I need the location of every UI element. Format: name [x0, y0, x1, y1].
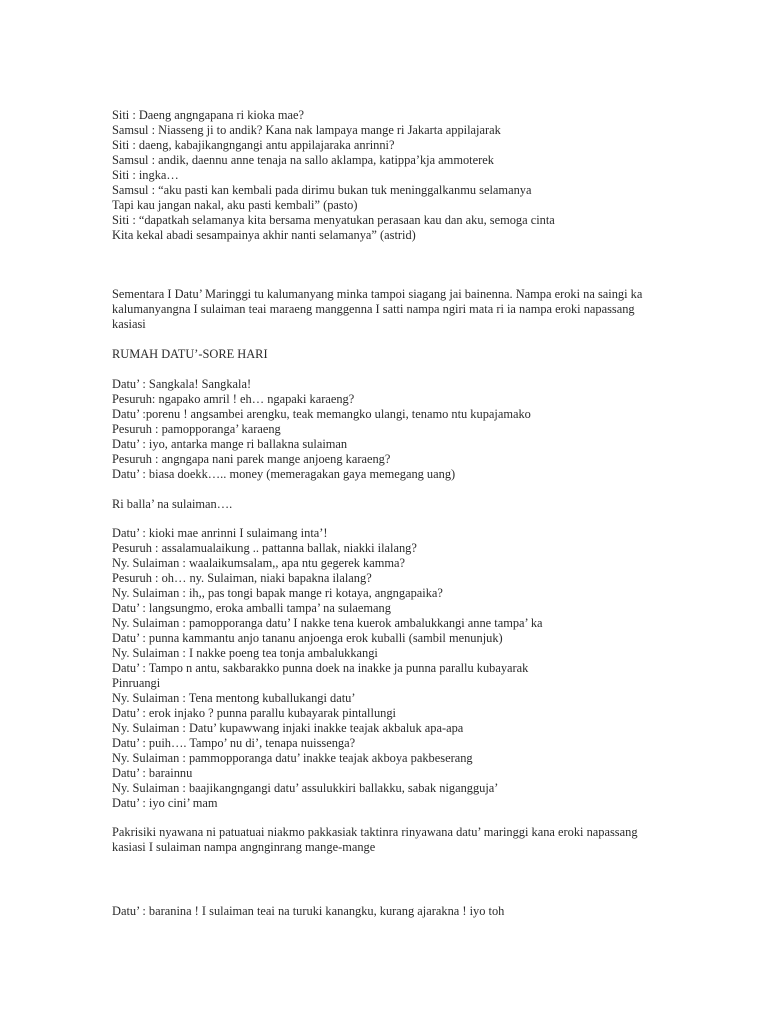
- text-line: Pesuruh: ngapako amril ! eh… ngapaki karaeng?: [112, 392, 355, 406]
- text-line: Pinruangi: [112, 676, 161, 690]
- scene-heading: [112, 347, 672, 362]
- text-line: Siti : “dapatkah selamanya kita bersama menyatukan perasaan kau dan aku, semoga cinta: [112, 213, 555, 227]
- text-line: Siti : daeng, kabajikangngangi antu appilajaraka anrinni?: [112, 138, 395, 152]
- text-line: Pesuruh : angngapa nani parek mange anjoeng karaeng?: [112, 452, 391, 466]
- text-line: Pesuruh : pamopporanga’ karaeng: [112, 422, 281, 436]
- text-line: Datu’ : iyo, antarka mange ri ballakna sulaiman: [112, 437, 348, 451]
- text-line: Datu’ : barainnu: [112, 766, 193, 780]
- text-line: Pesuruh : assalamualaikung .. pattanna ballak, niakki ilalang?: [112, 541, 417, 555]
- dialog-section-sulaiman-house: [112, 526, 672, 811]
- text-line: Ny. Sulaiman : pamopporanga datu’ I nakke tena kuerok ambalukkangi anne tampa’ ka: [112, 616, 543, 630]
- text-line: Siti : ingka…: [112, 168, 179, 182]
- text-line: Datu’ : kioki mae anrinni I sulaimang inta’!: [112, 526, 328, 540]
- text-line: Pesuruh : oh… ny. Sulaiman, niaki bapakna ilalang?: [112, 571, 372, 585]
- narration-paragraph-2: [112, 825, 672, 855]
- text-line: Datu’ : punna kammantu anjo tananu anjoenga erok kuballi (sambil menunjuk): [112, 631, 503, 645]
- text-line: Datu’ : baranina ! I sulaiman teai na turuki kanangku, kurang ajarakna ! iyo toh: [112, 904, 505, 918]
- text-line: Samsul : “aku pasti kan kembali pada dirimu bukan tuk meninggalkanmu selamanya: [112, 183, 532, 197]
- dialog-section-datu-pesuruh: [112, 377, 672, 482]
- text-line: kalumanyangna I sulaiman teai maraeng manggenna I satti nampa ngiri mata ri ia nampa eroki napassang: [112, 302, 635, 316]
- text-line: Siti : Daeng angngapana ri kioka mae?: [112, 108, 304, 122]
- text-line: Samsul : Niasseng ji to andik? Kana nak lampaya mange ri Jakarta appilajarak: [112, 123, 501, 137]
- text-line: Ny. Sulaiman : I nakke poeng tea tonja ambalukkangi: [112, 646, 378, 660]
- text-line: Datu’ : biasa doekk….. money (memeragakan gaya memegang uang): [112, 467, 456, 481]
- text-line: Datu’ : langsungmo, eroka amballi tampa’ na sulaemang: [112, 601, 391, 615]
- text-line: Ny. Sulaiman : Datu’ kupawwang injaki inakke teajak akbaluk apa-apa: [112, 721, 464, 735]
- text-line: Tapi kau jangan nakal, aku pasti kembali” (pasto): [112, 198, 358, 212]
- text-line: kasiasi: [112, 317, 146, 331]
- text-line: Sementara I Datu’ Maringgi tu kalumanyang minka tampoi siagang jai bainenna. Nampa eroki na saingi ka: [112, 287, 643, 301]
- text-line: Ny. Sulaiman : ih,, pas tongi bapak mange ri kotaya, angngapaika?: [112, 586, 443, 600]
- narration-paragraph: [112, 287, 672, 332]
- scene-heading-text: RUMAH DATU’-SORE HARI: [112, 347, 268, 361]
- text-line: Datu’ : Sangkala! Sangkala!: [112, 377, 252, 391]
- text-line: Datu’ : puih…. Tampo’ nu di’, tenapa nuissenga?: [112, 736, 356, 750]
- text-line: Ny. Sulaiman : baajikangngangi datu’ assulukkiri ballakku, sabak nigangguja’: [112, 781, 499, 795]
- dialog-section-siti-samsul: [112, 108, 672, 243]
- dialog-section-datu-final: [112, 904, 672, 919]
- scene-note: [112, 497, 672, 512]
- scene-note-text: Ri balla’ na sulaiman….: [112, 497, 233, 511]
- text-line: Ny. Sulaiman : Tena mentong kuballukangi datu’: [112, 691, 356, 705]
- text-line: Ny. Sulaiman : waalaikumsalam,, apa ntu gegerek kamma?: [112, 556, 406, 570]
- text-line: Datu’ : erok injako ? punna parallu kubayarak pintallungi: [112, 706, 396, 720]
- text-line: Datu’ :porenu ! angsambei arengku, teak memangko ulangi, tenamo ntu kupajamako: [112, 407, 531, 421]
- text-line: Ny. Sulaiman : pammopporanga datu’ inakke teajak akboya pakbeserang: [112, 751, 473, 765]
- text-line: kasiasi I sulaiman nampa angnginrang mange-mange: [112, 840, 376, 854]
- text-line: Samsul : andik, daennu anne tenaja na sallo aklampa, katippa’kja ammoterek: [112, 153, 494, 167]
- text-line: Datu’ : iyo cini’ mam: [112, 796, 218, 810]
- text-line: Kita kekal abadi sesampainya akhir nanti selamanya” (astrid): [112, 228, 416, 242]
- text-line: Datu’ : Tampo n antu, sakbarakko punna doek na inakke ja punna parallu kubayarak: [112, 661, 529, 675]
- text-line: Pakrisiki nyawana ni patuatuai niakmo pakkasiak taktinra rinyawana datu’ maringgi kana eroki napassang: [112, 825, 638, 839]
